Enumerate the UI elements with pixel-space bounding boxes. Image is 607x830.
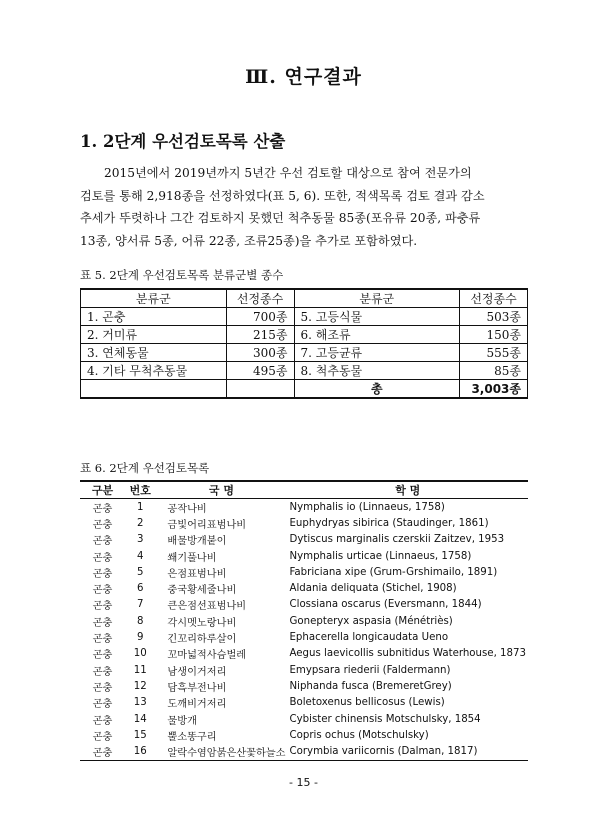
scientific-name-cell: Nymphalis io (Linnaeus, 1758) (289, 501, 445, 513)
table5-empty-cell (226, 380, 294, 399)
scientific-name-cell: Dytiscus marginalis czerskii Zaitzev, 1953 (289, 534, 505, 546)
table5-cell: 150종 (460, 326, 528, 344)
table5-caption: 표 5. 2단계 우선검토목록 분류군별 종수 (80, 268, 284, 282)
category-cell: 곤충 (92, 699, 113, 711)
chapter-title: Ⅲ. 연구결과 (245, 66, 362, 88)
table5-header: 선정종수 (226, 289, 294, 308)
table5-cell: 4. 기타 무척추동물 (81, 362, 227, 380)
table5-header-row (81, 289, 528, 308)
table5-total-value: 3,003종 (460, 380, 528, 399)
table5-cell: 700종 (226, 308, 294, 326)
body-paragraph (80, 162, 528, 252)
number-cell: 7 (136, 599, 144, 611)
table5-cell: 2. 거미류 (81, 326, 227, 344)
number-cell: 1 (136, 501, 144, 513)
korean-name-cell: 뿔소똥구리 (167, 731, 217, 743)
category-cell: 곤충 (92, 617, 113, 629)
table5-total-label: 총 (294, 380, 460, 399)
table5-header: 분류군 (294, 289, 460, 308)
table5-row (81, 308, 528, 326)
korean-name-cell: 큰은점선표범나비 (167, 601, 247, 613)
number-cell: 10 (133, 648, 147, 660)
table5-row (81, 362, 528, 380)
scientific-name-cell: Aldania deliquata (Stichel, 1908) (289, 583, 457, 595)
number-cell: 8 (136, 615, 144, 627)
table5-cell: 7. 고등균류 (294, 344, 460, 362)
table6-row (80, 678, 528, 694)
table5-total-row (81, 380, 528, 399)
table5-cell: 8. 척추동물 (294, 362, 460, 380)
table5-cell: 3. 연체동물 (81, 344, 227, 362)
table6-row (80, 646, 528, 662)
korean-name-cell: 알락수염암붉은산꽃하늘소 (167, 748, 286, 760)
table5-row (81, 326, 528, 344)
table6-header: 국 명 (208, 484, 234, 497)
number-cell: 14 (133, 713, 147, 725)
korean-name-cell: 공작나비 (167, 503, 207, 515)
scientific-name-cell: Boletoxenus bellicosus (Lewis) (289, 697, 445, 709)
table6-row (80, 597, 528, 613)
scientific-name-cell: Gonepteryx aspasia (Ménétriès) (289, 615, 453, 627)
category-cell: 곤충 (92, 601, 113, 613)
table6-row (80, 727, 528, 743)
scientific-name-cell: Emypsara riederii (Faldermann) (289, 664, 451, 676)
category-cell: 곤충 (92, 634, 113, 646)
category-cell: 곤충 (92, 715, 113, 727)
number-cell: 13 (133, 697, 147, 709)
table6-row (80, 662, 528, 678)
table5-row (81, 344, 528, 362)
scientific-name-cell: Euphydryas sibirica (Staudinger, 1861) (289, 517, 489, 529)
table6-row (80, 743, 528, 760)
number-cell: 6 (136, 583, 144, 595)
number-cell: 16 (133, 746, 147, 758)
category-cell: 곤충 (92, 731, 113, 743)
scientific-name-cell: Fabriciana xipe (Grum-Grshimailo, 1891) (289, 566, 498, 578)
korean-name-cell: 은점표범나비 (167, 568, 227, 580)
korean-name-cell: 금빛어리표범나비 (167, 519, 247, 531)
paragraph-line: 검토를 통해 2,918종을 선정하였다(표 5, 6). 또한, 적색목록 검토 결과 감소 (80, 188, 485, 203)
table6-header-row (80, 481, 528, 499)
category-cell: 곤충 (92, 585, 113, 597)
paragraph-line: 2015년에서 2019년까지 5년간 우선 검토할 대상으로 참여 전문가의 (104, 166, 472, 180)
table5-header: 선정종수 (460, 289, 528, 308)
scientific-name-cell: Corymbia variicornis (Dalman, 1817) (289, 746, 478, 758)
paragraph-line: 추세가 뚜렷하나 그간 검토하지 못했던 척추동물 85종(포유류 20종, 파충류 (80, 211, 481, 225)
scientific-name-cell: Ephacerella longicaudata Ueno (289, 632, 449, 644)
number-cell: 11 (133, 664, 147, 676)
table5-cell: 6. 해조류 (294, 326, 460, 344)
scientific-name-cell: Niphanda fusca (BremeretGrey) (289, 680, 452, 692)
scientific-name-cell: Copris ochus (Motschulsky) (289, 729, 429, 741)
scientific-name-cell: Nymphalis urticae (Linnaeus, 1758) (289, 550, 472, 562)
table6-row (80, 564, 528, 580)
table6-row (80, 629, 528, 645)
table5 (80, 288, 528, 399)
table6-row (80, 613, 528, 629)
number-cell: 2 (136, 517, 144, 529)
table5-empty-cell (81, 380, 227, 399)
table6-header: 번호 (129, 484, 151, 497)
number-cell: 4 (136, 550, 144, 562)
section-title: 1. 2단계 우선검토목록 산출 (80, 132, 286, 151)
table6-row (80, 515, 528, 531)
table6-row (80, 548, 528, 564)
category-cell: 곤충 (92, 536, 113, 548)
category-cell: 곤충 (92, 519, 113, 531)
scientific-name-cell: Aegus laevicollis subnitidus Waterhouse, 1873 (289, 648, 526, 660)
korean-name-cell: 꼬마넓적사슴벌레 (167, 650, 247, 662)
table6-body (80, 499, 528, 761)
table5-cell: 495종 (226, 362, 294, 380)
category-cell: 곤충 (92, 503, 113, 515)
number-cell: 15 (133, 729, 147, 741)
table6-row (80, 580, 528, 596)
scientific-name-cell: Clossiana oscarus (Eversmann, 1844) (289, 599, 482, 611)
table5-header: 분류군 (81, 289, 227, 308)
table6-header: 구분 (91, 484, 114, 497)
category-cell: 곤충 (92, 748, 113, 760)
table6-row (80, 532, 528, 548)
number-cell: 5 (136, 566, 144, 578)
table6-header: 학 명 (395, 484, 421, 497)
table6-row (80, 711, 528, 727)
korean-name-cell: 중국황세줄나비 (167, 585, 237, 597)
table6-row (80, 695, 528, 711)
korean-name-cell: 도깨비거저리 (167, 699, 227, 711)
korean-name-cell: 각시멧노랑나비 (167, 617, 237, 629)
table5-cell: 1. 곤충 (81, 308, 227, 326)
korean-name-cell: 긴꼬리하루살이 (167, 634, 237, 646)
table6-row (80, 499, 528, 516)
table5-cell: 503종 (460, 308, 528, 326)
number-cell: 3 (136, 534, 144, 546)
table6 (80, 480, 528, 761)
table5-cell: 300종 (226, 344, 294, 362)
korean-name-cell: 담흑부전나비 (167, 682, 227, 694)
table5-cell: 555종 (460, 344, 528, 362)
number-cell: 12 (133, 680, 147, 692)
korean-name-cell: 배물방개붙이 (167, 536, 227, 548)
category-cell: 곤충 (92, 552, 113, 564)
korean-name-cell: 남생이거저리 (167, 666, 227, 678)
scientific-name-cell: Cybister chinensis Motschulsky, 1854 (289, 713, 481, 725)
category-cell: 곤충 (92, 666, 113, 678)
category-cell: 곤충 (92, 650, 113, 662)
table6-caption: 표 6. 2단계 우선검토목록 (80, 461, 210, 475)
table5-cell: 5. 고등식물 (294, 308, 460, 326)
category-cell: 곤충 (92, 568, 113, 580)
korean-name-cell: 물방개 (167, 715, 197, 727)
table5-cell: 85종 (460, 362, 528, 380)
number-cell: 9 (136, 632, 144, 644)
category-cell: 곤충 (92, 682, 113, 694)
korean-name-cell: 쐐기풀나비 (167, 552, 217, 564)
table5-cell: 215종 (226, 326, 294, 344)
page-number: - 15 - (289, 776, 318, 789)
paragraph-line: 13종, 양서류 5종, 어류 22종, 조류25종)을 추가로 포함하였다. (80, 233, 418, 248)
